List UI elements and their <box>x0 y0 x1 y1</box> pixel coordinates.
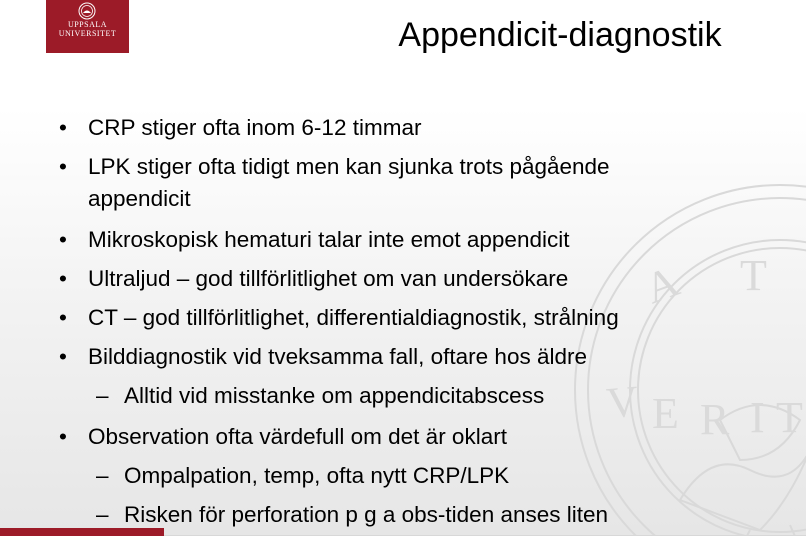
bullet-item <box>59 224 570 255</box>
footer-accent-bar <box>0 528 164 536</box>
bullet-item <box>59 112 422 143</box>
bullet-text: Ultraljud – god tillförlitlighet om van undersökare <box>88 266 569 291</box>
bullet-item <box>59 421 507 452</box>
bullet-marker: • <box>59 115 67 140</box>
bullet-text: Ompalpation, temp, ofta nytt CRP/LPK <box>124 463 510 488</box>
dash-marker: – <box>96 383 109 408</box>
sub-bullet-item <box>96 460 510 491</box>
bullet-text: Observation ofta värdefull om det är oklart <box>88 424 507 449</box>
watermark-letter: R <box>700 395 730 444</box>
watermark-letter: I <box>750 393 765 442</box>
bullet-text: appendicit <box>88 186 191 211</box>
watermark-letter: T <box>776 393 803 442</box>
bullet-marker: • <box>59 344 67 369</box>
bullet-text: CT – god tillförlitlighet, differentialdiagnostik, strålning <box>88 305 619 330</box>
bullet-marker: • <box>59 227 67 252</box>
watermark-letter: V <box>604 376 641 428</box>
bullet-text: Bilddiagnostik vid tveksamma fall, oftare hos äldre <box>88 344 587 369</box>
bullet-continuation <box>88 183 191 214</box>
bullet-text: Risken för perforation p g a obs-tiden anses liten <box>124 502 609 527</box>
bullet-marker: • <box>59 266 67 291</box>
dash-marker: – <box>96 463 109 488</box>
slide-title: Appendicit-diagnostik <box>398 16 722 54</box>
bullet-marker: • <box>59 154 67 179</box>
bullet-item <box>59 341 587 372</box>
watermark-letter: E <box>652 389 679 438</box>
watermark-letter: A <box>638 256 686 314</box>
logo-text-line-1: UPPSALA <box>67 20 108 29</box>
watermark-letter: T <box>740 251 767 300</box>
bullet-text: Mikroskopisk hematuri talar inte emot appendicit <box>88 227 570 252</box>
bullet-item <box>59 151 610 182</box>
bullet-item <box>59 302 619 333</box>
sub-bullet-item <box>96 499 609 530</box>
dash-marker: – <box>96 502 109 527</box>
bullet-text: CRP stiger ofta inom 6-12 timmar <box>88 115 422 140</box>
logo-text-line-2: UNIVERSITET <box>58 29 117 38</box>
sub-bullet-item <box>96 380 545 411</box>
bullet-text: Alltid vid misstanke om appendicitabscess <box>124 383 545 408</box>
bullet-text: LPK stiger ofta tidigt men kan sjunka trots pågående <box>88 154 610 179</box>
bullet-marker: • <box>59 305 67 330</box>
bullet-marker: • <box>59 424 67 449</box>
bullet-item <box>59 263 569 294</box>
